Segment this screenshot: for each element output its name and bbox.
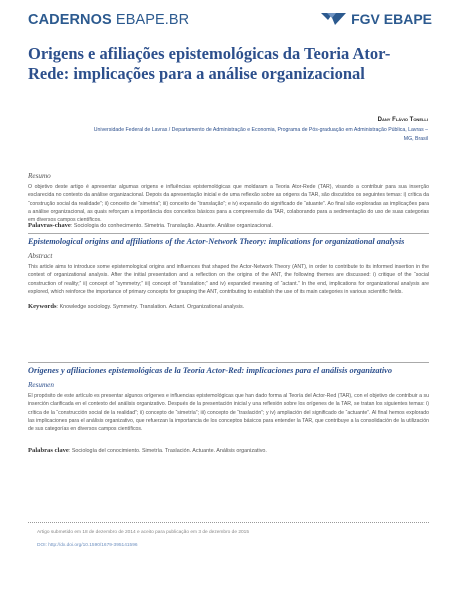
palabras-clave-values: : Sociología del conocimiento. Simetría. Traslación. Actuante. Análisis organizativo. [68,448,267,454]
journal-name-bold: CADERNOS [28,12,112,28]
section-rule [28,362,429,363]
author-affiliation: Universidade Federal de Lavras / Departamento de Administração e Economia, Programa de Pós-graduação em Administração Pública, Lavras – MG, Brasil [93,127,428,142]
palavras-chave-values: : Sociologia do conhecimento. Simetria. Translação. Atuante. Análise organizacional. [70,223,273,229]
author-name: Dany Flávio Tonelli [377,117,428,123]
abstract-text: This article aims to introduce some epistemological origins and influences that shaped the Actor-Network Theory (ANT), in order to contribute to its informed insertion in the context of organizational analysis. After the initial presentation and a reflection on the origins of the ANT, the following themes are discussed: i) critique of the “social construction of reality;” ii) concept of “symmetry;” iii) concept of “translation;” and iv) expanded meaning of “actant.” In the end, implications for organizational analysis are explored, which reinforce the importance of primary concepts for grasping the ANT, contributing to establish the use of its main categories in various scientific fields. [28,264,429,295]
palavras-chave-label: Palavras-chave [28,222,71,229]
palavras-chave [28,222,429,229]
spanish-title: Orígenes y afiliaciones epistemológicas de la Teoría Actor-Red: implicaciones para el análisis organizativo [28,366,392,375]
resumen-text: El propósito de este artículo es presentar algunos orígenes e influencias epistemológicas que han dado forma al Teoría del Actor-Red (TAR), con el objetivo de contribuir a su inserción clarificada en el contexto del análisis organizativo. Después de la presentación inicial y una reflexión sobre los orígenes de la TAR, se tratan los siguientes temas: i) crítica de la “construcción social de la realidad”; ii) concepto de “simetría”; iii) concepto de “traslación”; y iv) ampliación del significado de “actuante”. Al final hemos explorado las implicaciones para el análisis organizativo, que refuerzan la importancia de los conceptos básicos para entender la TAR, que contribuye a la consolidación de la utilización de sus categorías en diversos campos científicos. [28,393,429,433]
journal-name [28,12,189,28]
resumen-heading: Resumen [28,381,54,389]
journal-name-light: EBAPE.BR [115,12,190,28]
keywords-label: Keywords [28,303,57,310]
keywords-values: : Knowledge sociology. Symmetry. Translation. Actant. Organizational analysis. [56,304,245,310]
palabras-clave-label: Palabras clave [28,447,69,454]
section-rule [28,233,429,234]
abstract-heading: Abstract [28,252,53,260]
doi-link[interactable]: DOI: http://dx.doi.org/10.1590/1679-395141596 [37,543,138,548]
palabras-clave [28,447,429,454]
article-title: Origens e afiliações epistemológicas da Teoria Ator-Rede: implicações para a análise organizacional [28,44,391,83]
resumo-heading: Resumo [28,172,51,180]
submission-note: Artigo submetido em 18 de dezembro de 2014 e aceito para publicação em 3 de dezembro de 2015 [37,530,249,535]
fgv-swoosh-icon [321,12,347,26]
resumo-text: O objetivo deste artigo é apresentar algumas origens e influências epistemológicas que moldaram a Teoria Ator-Rede (TAR), visando a contribuir para sua inserção esclarecida no contexto da análise organizacional. Depois da apresentação inicial e de uma reflexão sobre as origens da TAR, são discutidos os seguintes temas: i) crítica da “construção social da realidade”; ii) conceito de “simetria”; iii) conceito de “translação”; e iv) expansão do significado de “atuante”. Ao final são exploradas as implicações para a análise organizacional, as quais reforçam a importância dos conceitos básicos para a compreensão da TAR, colaborando para a sedimentação do uso de suas categorias em diversos campos científicos. [28,184,429,224]
fgv-ebape-logo [321,11,432,27]
journal-header [28,9,432,31]
footer-divider [28,522,429,523]
logo-text: FGV EBAPE [351,11,432,27]
keywords [28,303,429,310]
english-title: Epistemological origins and affiliations of the Actor-Network Theory: implications for organizational analysis [28,237,405,246]
